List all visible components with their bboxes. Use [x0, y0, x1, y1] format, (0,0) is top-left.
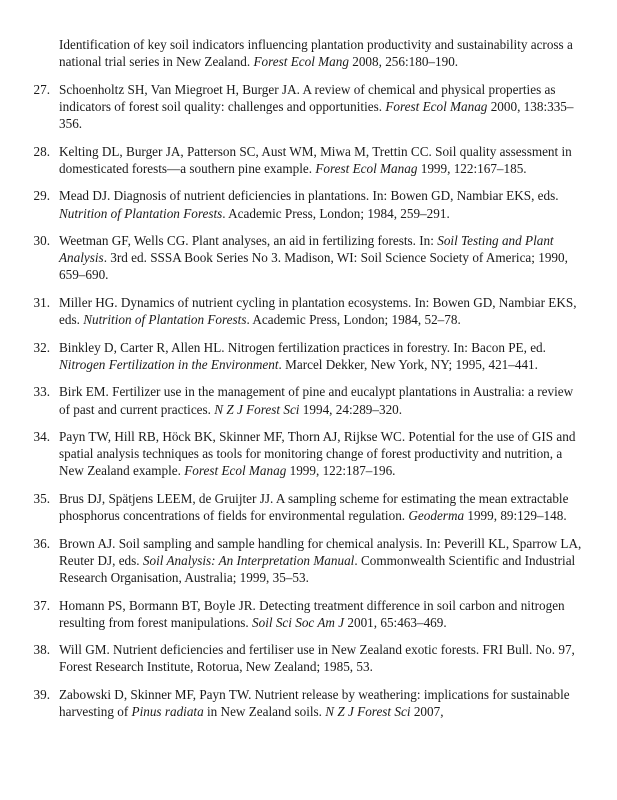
reference-text	[59, 687, 570, 719]
text-segment: in New Zealand soils.	[203, 704, 326, 720]
reference-text	[59, 340, 546, 372]
italic-title-segment: Nutrition of Plantation Forests	[83, 312, 247, 328]
reference-entry	[0, 641, 617, 675]
reference-entry	[0, 81, 617, 133]
text-segment: 2007,	[410, 704, 444, 720]
text-segment: Brus DJ, Spätjens LEEM, de Gruijter JJ. A sampling scheme for estimating the mean extractable phosphorus concentrations of fields for environmental regulation.	[59, 490, 569, 524]
reference-text	[59, 188, 559, 220]
text-segment: Payn TW, Hill RB, Höck BK, Skinner MF, Thorn AJ, Rijkse WC. Potential for the use of GIS and spatial analysis techniques as tools for monitoring change of forest productivity and nutrition, a New Zealand example.	[59, 429, 576, 479]
reference-entry	[0, 686, 617, 720]
reference-number: 29.	[33, 188, 50, 204]
reference-text	[59, 536, 581, 585]
reference-text	[59, 82, 573, 131]
reference-number: 28.	[33, 143, 50, 159]
text-segment: Mead DJ. Diagnosis of nutrient deficiencies in plantations. In: Bowen GD, Nambiar EKS, eds.	[59, 188, 559, 204]
text-segment: 1999, 89:129–148.	[464, 508, 567, 524]
text-segment: . Academic Press, London; 1984, 52–78.	[246, 312, 461, 328]
reference-entry	[0, 143, 617, 177]
text-segment: 1999, 122:167–185.	[417, 160, 527, 176]
reference-entry	[0, 597, 617, 631]
reference-entry	[0, 36, 617, 70]
text-segment: Will GM. Nutrient deficiencies and fertiliser use in New Zealand exotic forests. FRI Bull. No. 97, Forest Research Institute, Rotorua, New Zealand; 1985, 53.	[59, 642, 575, 675]
text-segment: . Marcel Dekker, New York, NY; 1995, 421–441.	[278, 356, 538, 372]
reference-entry	[0, 339, 617, 373]
reference-entry	[0, 383, 617, 417]
italic-title-segment: N Z J Forest Sci	[325, 704, 411, 720]
text-segment: Identification of key soil indicators influencing plantation productivity and sustainability across a national trial series in New Zealand.	[59, 37, 573, 70]
reference-entry	[0, 535, 617, 587]
reference-text	[59, 642, 575, 674]
text-segment: Brown AJ. Soil sampling and sample handling for chemical analysis. In: Peverill KL, Sparrow LA, Reuter DJ, eds.	[59, 535, 582, 568]
text-segment: Zabowski D, Skinner MF, Payn TW. Nutrient release by weathering: implications for sustainable harvesting of	[59, 686, 570, 720]
italic-title-segment: Soil Sci Soc Am J	[252, 614, 345, 630]
italic-title-segment: N Z J Forest Sci	[214, 401, 300, 417]
italic-title-segment: Soil Analysis: An Interpretation Manual	[142, 552, 355, 568]
reference-entry	[0, 428, 617, 480]
text-segment: . Academic Press, London; 1984, 259–291.	[222, 205, 450, 221]
reference-entry	[0, 232, 617, 284]
reference-entry	[0, 294, 617, 328]
reference-text	[59, 491, 568, 523]
text-segment: 1994, 24:289–320.	[299, 401, 403, 417]
reference-entry	[0, 490, 617, 524]
text-segment: 2000, 138:335–356.	[59, 98, 574, 132]
reference-number: 34.	[33, 429, 50, 445]
italic-title-segment: Geoderma	[408, 508, 465, 524]
reference-number: 27.	[33, 81, 50, 97]
italic-title-segment: Forest Ecol Manag	[385, 98, 488, 114]
text-segment: Birk EM. Fertilizer use in the management of pine and eucalypt plantations in Australia: a review of past and current practices.	[59, 384, 574, 417]
italic-title-segment: Forest Ecol Mang	[253, 54, 349, 70]
reference-text	[59, 295, 577, 327]
reference-number: 32.	[33, 339, 50, 355]
reference-number: 31.	[33, 294, 50, 310]
text-segment: Miller HG. Dynamics of nutrient cycling in plantation ecosystems. In: Bowen GD, Nambiar EKS, eds.	[59, 294, 577, 328]
reference-number: 30.	[33, 233, 50, 249]
italic-title-segment: Forest Ecol Manag	[184, 463, 287, 479]
reference-text	[59, 598, 565, 630]
reference-text	[59, 37, 573, 69]
italic-title-segment: Nitrogen Fertilization in the Environment	[59, 356, 279, 372]
reference-entry	[0, 187, 617, 221]
italic-title-segment: Forest Ecol Manag	[315, 160, 418, 176]
reference-number: 39.	[33, 686, 50, 702]
reference-number: 36.	[33, 535, 50, 551]
reference-text	[59, 384, 573, 416]
italic-title-segment: Soil Testing and Plant Analysis	[59, 233, 554, 266]
reference-number: 37.	[33, 597, 50, 613]
reference-text	[59, 429, 575, 478]
italic-title-segment: Nutrition of Plantation Forests	[59, 205, 223, 221]
reference-list	[0, 36, 617, 731]
text-segment: Schoenholtz SH, Van Miegroet H, Burger JA. A review of chemical and physical properties as indicators of forest soil quality: challenges and opportunities.	[59, 81, 556, 114]
italic-title-segment: Pinus radiata	[131, 704, 204, 720]
text-segment: Binkley D, Carter R, Allen HL. Nitrogen fertilization practices in forestry. In: Bacon PE, ed.	[59, 339, 546, 355]
reference-text	[59, 233, 568, 282]
text-segment: Kelting DL, Burger JA, Patterson SC, Aust WM, Miwa M, Trettin CC. Soil quality assessment in domesticated forests—a southern pine example.	[59, 143, 572, 176]
text-segment: 2008, 256:180–190.	[348, 54, 459, 70]
reference-number: 38.	[33, 642, 50, 658]
reference-number: 33.	[33, 384, 50, 400]
text-segment: . Commonwealth Scientific and Industrial Research Organisation, Australia; 1999, 35–53.	[59, 552, 576, 586]
text-segment: . 3rd ed. SSSA Book Series No 3. Madison, WI: Soil Science Society of America; 1990, 659–690.	[59, 250, 568, 283]
text-segment: Weetman GF, Wells CG. Plant analyses, an aid in fertilizing forests. In:	[59, 233, 438, 249]
text-segment: 1999, 122:187–196.	[286, 463, 396, 479]
reference-number: 35.	[33, 490, 50, 506]
text-segment: 2001, 65:463–469.	[344, 614, 447, 630]
reference-text	[59, 144, 572, 176]
text-segment: Homann PS, Bormann BT, Boyle JR. Detecting treatment difference in soil carbon and nitrogen resulting from forest manipulations.	[59, 597, 565, 630]
